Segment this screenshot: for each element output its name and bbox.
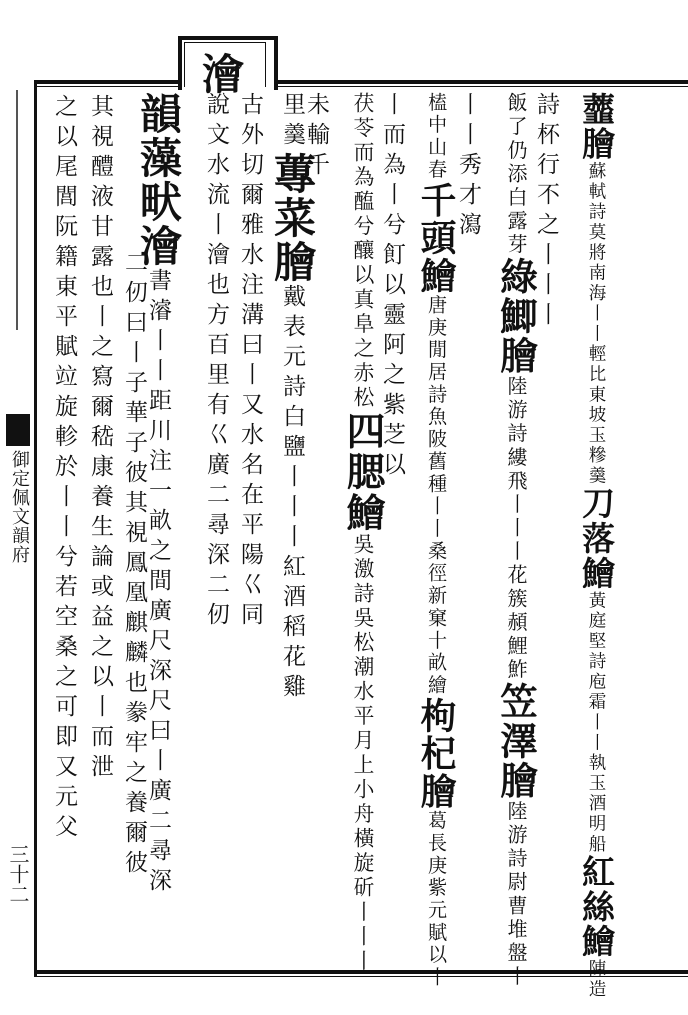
entry-citation: 古外切爾雅水注溝曰丨又水名在平陽巜同 [237,92,263,632]
entry-citation: 二仞曰丨子華子彼其視鳳凰麒麟也豢牢之養爾彼 [121,250,147,880]
entry-headword: 蓴菜膾 [268,152,317,284]
entry-citation: 里羹 [279,92,305,152]
page-margin [0,84,34,974]
entry-headword: 刀落鱠 [577,486,616,591]
entry-headword: 四腮鱠 [340,410,385,534]
entry-headword: 千頭鱠 [415,181,457,295]
margin-line [16,90,18,330]
margin-black-block [6,414,30,446]
text-column-14 [86,94,114,784]
text-column-3 [494,92,538,989]
entry-citation: 陸游詩縷飛丨丨丨花簇頳鯉鮓 [504,375,528,682]
entry-citation: 丨而為丨兮飣以靈阿之紫芝以 [379,92,405,482]
entry-headword: 笠澤膾 [494,682,538,801]
rubric-character: 澮 [196,52,245,96]
frame-left-rule [34,80,37,977]
entry-citation: 說文水流丨澮也方百里有巜廣二尋深二仞 [203,92,229,632]
entry-headword: 枸杞膾 [415,697,457,811]
entry-citation: 未輸千 [303,92,329,182]
entry-citation: 吳激詩吳松潮水平月上小舟橫旋斫丨丨丨 [350,533,374,975]
frame-top-rule [36,80,688,84]
entry-citation: 之以尾閭阮籍東平賦竝旋軫於丨丨兮若空桑之可即又元父 [51,94,77,844]
entry-headword: 韻藻畎澮 [134,92,183,268]
entry-citation: 陸游詩尉曹堆盤丨 [504,800,528,990]
text-column-10 [236,92,264,632]
entry-citation: 飯了仍添白露芽 [504,92,528,258]
entry-citation: 丨丨秀才瀉 [455,92,481,242]
entry-citation: 黃庭堅詩庖霜丨丨執玉酒明船 [586,590,606,855]
text-column-1 [574,92,618,1000]
entry-citation: 陳造 [586,959,606,1000]
entry-citation: 書濬丨丨距川注一畝之間廣尺深尺曰丨廣二尋深 [145,268,171,898]
margin-book-title: 御定佩文韻府 [9,450,30,564]
entry-citation: 唐庚閒居詩魚陂舊種丨丨桑徑新窠十畝繪 [425,294,448,698]
entry-headword: 綠鯽膾 [494,257,538,376]
entry-citation: 榼中山春 [425,92,448,182]
entry-headword: 虀膾 [577,92,616,162]
text-column-7 [340,92,384,974]
text-column-15 [50,94,78,844]
entry-headword: 紅絲鱠 [577,854,616,960]
text-column-4 [454,92,482,242]
entry-citation: 戴表元詩白鹽丨丨丨紅酒稻花雞 [279,284,305,704]
entry-citation: 葛長庚紫元賦以丨 [425,810,448,990]
page-number: 三十二 [6,844,30,904]
entry-citation: 其視醴液甘露也丨之寫爾嵇康養生論或益之以丨而泄 [87,94,113,784]
entry-citation: 詩杯行不之丨丨丨 [533,92,559,332]
text-column-13 [120,250,148,880]
frame-top-thin-rule [36,86,688,87]
entry-citation: 蘇軾詩莫將南海丨丨輕比東坡玉糝羹 [586,161,606,487]
text-column-11 [202,92,230,632]
entry-citation: 茯苓而為醢兮釀以真阜之赤松 [350,92,374,411]
text-column-5 [414,92,458,989]
